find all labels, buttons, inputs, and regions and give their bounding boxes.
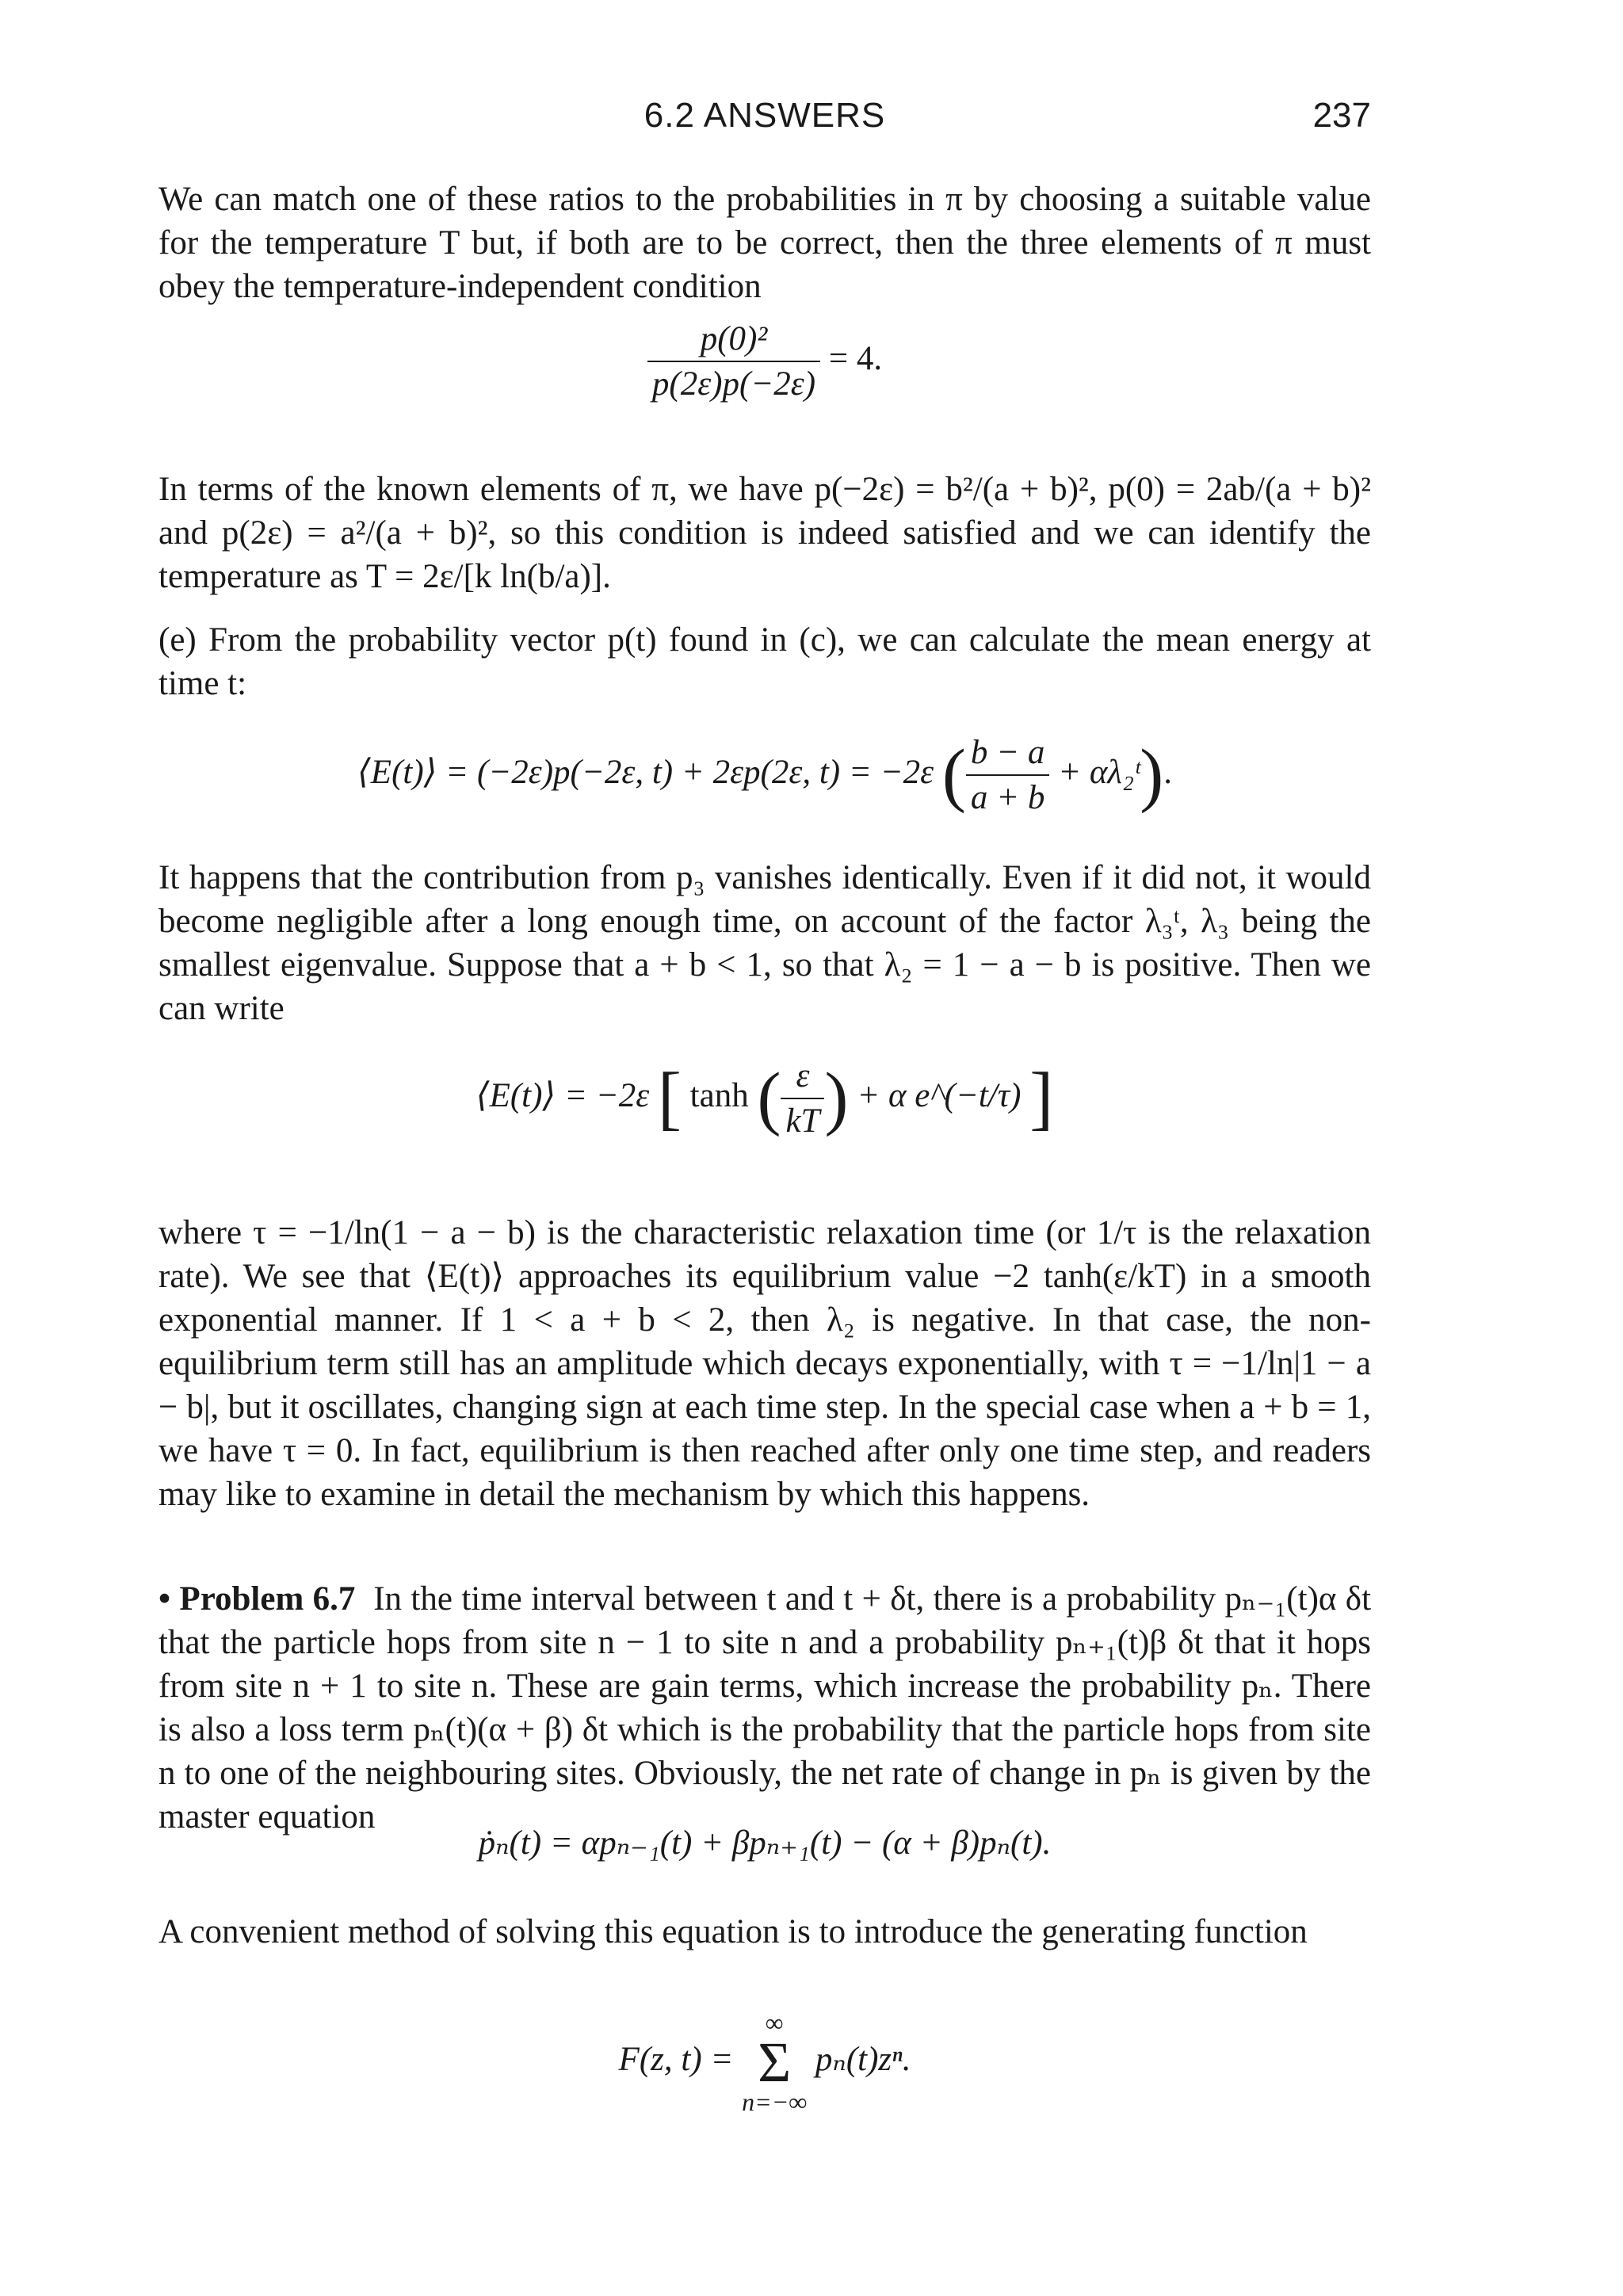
- right-paren: ): [1140, 735, 1164, 814]
- paragraph-2: [158, 468, 1371, 598]
- tanh-numerator: ε: [796, 1057, 810, 1095]
- right-bracket: ]: [1029, 1059, 1054, 1137]
- paragraph-5-text: where τ = −1/ln(1 − a − b) is the characteristic relaxation time (or 1/τ is the relaxation rate). We see that ⟨E(t)⟩ approaches its equilibrium value −2 tanh(ε/kT) in a smooth exponential manner. If 1 < a + b < 2, then λ₂ is negative. In that case, the non-equilibrium term still has an amplitude which decays exponentially, with τ = −1/ln|1 − a − b|, but it oscillates, changing sign at each time step. In the special case when a + b = 1, we have τ = 0. In fact, equilibrium is then reached after only one time step, and readers may like to examine in detail the mechanism by which this happens.: [158, 1214, 1371, 1513]
- paragraph-4: [158, 856, 1371, 1030]
- relaxation-tail: + α e^(−t/τ): [857, 1076, 1022, 1114]
- sigma-symbol: Σ: [758, 2030, 792, 2094]
- problem-body: In the time interval between t and t + δt, there is a probability pₙ₋₁(t)α δt that the particle hops from site n − 1 to site n and a probability pₙ₊₁(t)β δt that it hops from site n + 1 to site n. These are gain terms, which increase the probability pₙ. There is also a loss term pₙ(t)(α + β) δt which is the probability that the particle hops from site n to one of the neighbouring sites. Obviously, the net rate of change in pₙ is given by the master equation: [158, 1580, 1372, 1836]
- generating-rhs: pₙ(t)zⁿ.: [815, 2040, 911, 2078]
- paragraph-4-text: It happens that the contribution from p₃ vanishes identically. Even if it did not, it would become negligible after a long enough time, on account of the factor λ₃ᵗ, λ₃ being the smallest eigenvalue. Suppose that a + b < 1, so that λ₂ = 1 − a − b is positive. Then we can write: [158, 859, 1371, 1027]
- page-number: 237: [1312, 96, 1371, 135]
- sum-upper-limit: ∞: [765, 2008, 784, 2037]
- paragraph-5: [158, 1211, 1371, 1516]
- paragraph-problem-text: [158, 1577, 1371, 1839]
- left-paren: (: [941, 735, 966, 814]
- generating-lhs: F(z, t) =: [618, 2040, 734, 2078]
- tanh-left-paren: (: [757, 1059, 781, 1137]
- problem-label: • Problem 6.7: [158, 1580, 356, 1618]
- left-bracket: [: [657, 1059, 682, 1137]
- mean-energy-fraction: [966, 731, 1050, 819]
- mean-energy-tail: + αλ₂ᵗ: [1058, 753, 1140, 791]
- equation-mean-energy: [158, 731, 1371, 819]
- mean-energy-end: .: [1163, 753, 1172, 791]
- tanh-right-paren: ): [824, 1059, 849, 1137]
- condition-rhs: = 4.: [828, 339, 883, 377]
- equation-condition: [158, 317, 1371, 406]
- tanh-fraction: [781, 1054, 824, 1143]
- tanh-label: tanh: [689, 1076, 749, 1114]
- paragraph-2-text: In terms of the known elements of π, we have p(−2ε) = b²/(a + b)², p(0) = 2ab/(a + b)² and p(2ε) = a²/(a + b)², so this condition is indeed satisfied and we can identify the temperature as T = 2ε/[k ln(b/a)].: [158, 471, 1371, 595]
- master-equation: ṗₙ(t) = αpₙ₋₁(t) + βpₙ₊₁(t) − (α + β)pₙ(t).: [478, 1824, 1052, 1862]
- running-header: [158, 94, 1371, 141]
- equation-generating-function: [158, 2008, 1371, 2116]
- condition-denominator: p(2ε)p(−2ε): [647, 361, 820, 406]
- sum-operator: [742, 2008, 807, 2116]
- paragraph-3: [158, 618, 1371, 705]
- paragraph-1: [158, 178, 1371, 308]
- condition-fraction: [647, 317, 820, 406]
- sum-lower-limit: n=−∞: [742, 2088, 808, 2116]
- mean-energy-lhs: ⟨E(t)⟩ = (−2ε)p(−2ε, t) + 2εp(2ε, t) = −2ε: [357, 753, 934, 791]
- tanh-denominator: kT: [781, 1098, 824, 1143]
- paragraph-7: [158, 1910, 1371, 1954]
- section-title: 6.2 ANSWERS: [643, 96, 886, 135]
- equation-master: [158, 1821, 1371, 1865]
- equation-relaxation: [158, 1054, 1371, 1143]
- relaxation-lhs: ⟨E(t)⟩ = −2ε: [475, 1076, 650, 1114]
- condition-numerator: p(0)²: [700, 320, 768, 357]
- paragraph-7-text: A convenient method of solving this equation is to introduce the generating function: [158, 1913, 1308, 1950]
- mean-energy-denominator: a + b: [966, 774, 1050, 819]
- paragraph-3-text: (e) From the probability vector p(t) found in (c), we can calculate the mean energy at time t:: [158, 621, 1371, 702]
- paragraph-problem: [158, 1577, 1371, 1839]
- mean-energy-numerator: b − a: [970, 734, 1045, 771]
- paragraph-1-text: We can match one of these ratios to the probabilities in π by choosing a suitable value for the temperature T but, if both are to be correct, then the three elements of π must obey the temperature-independent condition: [158, 181, 1371, 305]
